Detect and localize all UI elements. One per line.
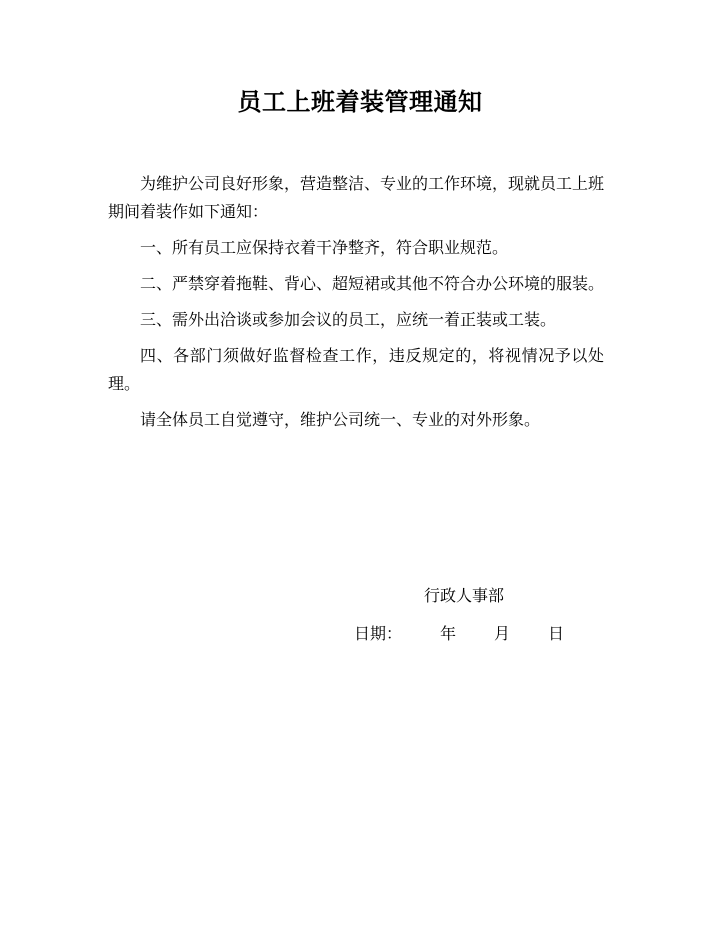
rule-paragraph-1: 一、所有员工应保持衣着干净整齐，符合职业规范。 xyxy=(140,238,509,257)
document-body xyxy=(108,170,604,442)
intro-paragraph: 为维护公司良好形象，营造整洁、专业的工作环境，现就员工上班期间着装作如下通知： xyxy=(108,174,605,221)
date-label: 日期： xyxy=(354,624,403,643)
rule-paragraph-4: 四、各部门须做好监督检查工作，违反规定的，将视情况予以处理。 xyxy=(108,346,604,393)
date-year-label: 年 xyxy=(440,624,457,643)
issuing-department: 行政人事部 xyxy=(424,586,505,605)
rule-paragraph-3: 三、需外出洽谈或参加会议的员工，应统一着正装或工装。 xyxy=(140,310,557,329)
document-title: 员工上班着装管理通知 xyxy=(237,87,483,116)
date-month-label: 月 xyxy=(494,624,511,643)
signoff-block xyxy=(0,582,720,662)
rule-paragraph-2: 二、严禁穿着拖鞋、背心、超短裙或其他不符合办公环境的服装。 xyxy=(140,274,605,293)
date-day-label: 日 xyxy=(548,624,565,643)
closing-paragraph: 请全体员工自觉遵守，维护公司统一、专业的对外形象。 xyxy=(140,410,541,429)
